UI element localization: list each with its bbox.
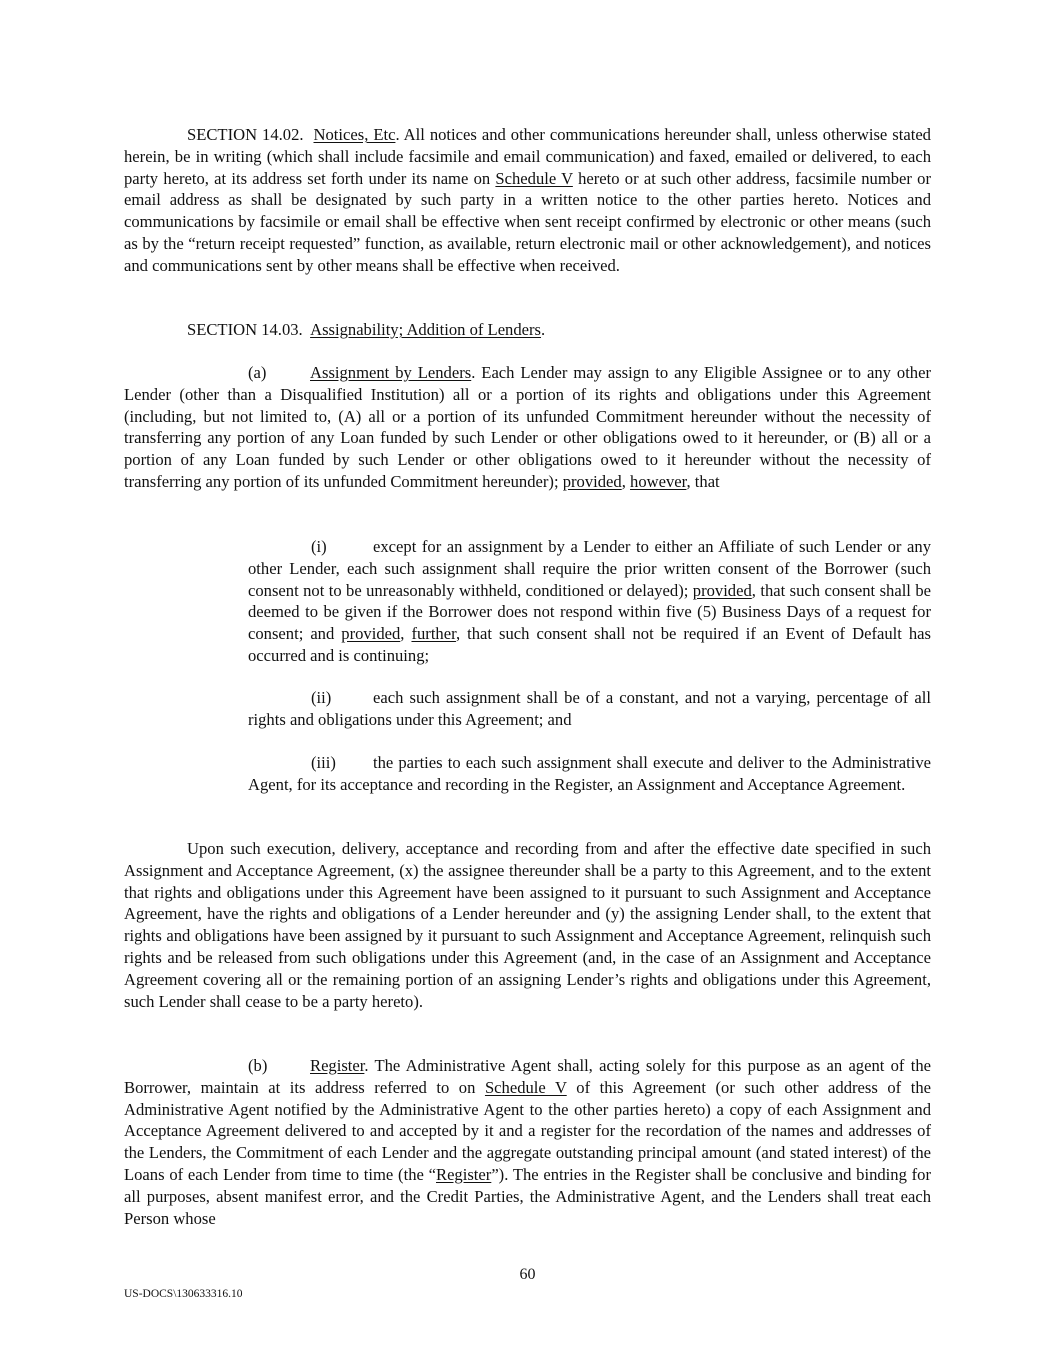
paragraph-b-label: (b) (248, 1056, 268, 1075)
section-14-03-heading-line (124, 319, 931, 341)
item-iii (248, 752, 931, 796)
paragraph-b-text-2: of this Agreement (or such other address of the Administrative Agent notified by the Administrative Agent to the other parties hereto) a copy of each Assignment and Acceptance Agreement delivered to and accepted by it and a register for the recordation of the names and addresses of the Lenders, the Commitment of each Lender and the aggregate outstanding principal amount (and stated interest) of the Loans of each Lender from time to time (the “ (124, 1077, 931, 1184)
schedule-v-reference-b: Schedule V (484, 1077, 567, 1097)
upon-execution-paragraph: Upon such execution, delivery, acceptance and recording from and after the effective date specified in such Assignment and Acceptance Agreement, (x) the assignee thereunder shall be a party to this Agreement, and to the extent that rights and obligations under this Agreement have been assigned to it pursuant to such Assignment and Acceptance Agreement, have the rights and obligations of a Lender hereunder and (y) the assigning Lender shall, to the extent that rights and obligations have been assigned by it pursuant to such Assignment and Acceptance Agreement, relinquish such rights and be released from such obligations under this Agreement (and, in the case of an Assignment and Acceptance Agreement covering all or the remaining portion of an assigning Lender’s rights and obligations under this Agreement, such Lender shall cease to be a party hereto). (124, 839, 931, 1011)
item-ii (248, 687, 931, 731)
item-i-comma: , (400, 624, 412, 644)
item-ii-label: (ii) (311, 688, 332, 707)
item-iii-label: (iii) (311, 753, 336, 772)
item-iii-text: the parties to each such assignment shall execute and deliver to the Administrative Agent, for its acceptance and recording in the Register, an Assignment and Acceptance Agreement. (248, 753, 931, 794)
section-14-02-text-2: hereto or at such other address, facsimile number or email address as shall be designated by such party in a written notice to the other parties hereto. Notices and communications by facsimile or email shall be effective when sent receipt confirmed by electronic or other means (such as by the “return receipt requested” function, as available, return electronic mail or other acknowledgement), and notices and communications sent by other means shall be effective when received. (124, 168, 931, 275)
schedule-v-reference: Schedule V (495, 168, 573, 188)
item-i-text-3: , that such consent shall not be required if an Event of Default has occurred and is continuing; (248, 624, 931, 665)
section-14-02-title: Notices, Etc (313, 125, 396, 144)
page-number: 60 (519, 1266, 536, 1283)
paragraph-a-comma: , (621, 471, 631, 491)
item-i-label: (i) (311, 537, 327, 556)
paragraph-a-text-1: . Each Lender may assign to any Eligible Assignee or to any other Lender (other than a Disqualified Institution) all or a portion of its rights and obligations under this Agreement (including, but not limited to, (A) all or a portion of its unfunded Commitment hereunder without the necessity of transferring any portion of any Loan funded by such Lender or other obligations owed to it hereunder, or (B) all or a portion of any Loan funded by such Lender or other obligations owed to it hereunder without the necessity of transferring any portion of its unfunded Commitment hereunder); (124, 363, 931, 491)
section-14-03-title: Assignability; Addition of Lenders (310, 320, 542, 339)
paragraph-a-text-2: , that (686, 471, 720, 491)
item-i-text-2: , that such consent shall be deemed to be given if the Borrower does not respond within five (5) Business Days of a request for consent; and (248, 580, 931, 644)
provided-term: provided (562, 471, 622, 491)
section-14-02-text-1: . All notices and other communications hereunder shall, unless otherwise stated herein, be in writing (which shall include facsimile and email communication) and faxed, emailed or delivered, to each party hereto, at its address set forth under its name on (124, 125, 931, 188)
however-term: however (630, 471, 687, 491)
paragraph-b-text-3: ”). The entries in the Register shall be conclusive and binding for all purposes, absent manifest error, and the Credit Parties, the Administrative Agent, and the Lenders shall treat each Person whose (124, 1164, 931, 1228)
section-14-02-heading: SECTION 14.02. (187, 125, 304, 144)
register-term: Register (436, 1164, 492, 1184)
item-i (248, 536, 931, 667)
section-14-03-heading: SECTION 14.03. (187, 320, 303, 339)
section-14-02-paragraph (124, 124, 931, 277)
provided-term-1: provided (692, 580, 752, 600)
item-i-text-1: except for an assignment by a Lender to either an Affiliate of such Lender or any other Lender, each such assignment shall require the prior written consent of the Borrower (such consent not to be unreasonably withheld, conditioned or delayed); (248, 537, 931, 600)
paragraph-a (124, 362, 931, 493)
item-ii-text: each such assignment shall be of a constant, and not a varying, percentage of all rights and obligations under this Agreement; and (248, 688, 931, 729)
further-term: further (411, 624, 456, 644)
document-id: US-DOCS\130633316.10 (124, 1288, 243, 1300)
section-14-03-period: . (541, 320, 546, 339)
paragraph-a-label: (a) (248, 363, 267, 382)
paragraph-a-title: Assignment by Lenders (310, 363, 472, 382)
paragraph-b (124, 1055, 931, 1229)
provided-term-2: provided (341, 624, 401, 644)
paragraph-b-title: Register (310, 1056, 365, 1075)
paragraph-b-text-1: . The Administrative Agent shall, acting solely for this purpose as an agent of the Borrower, maintain at its address referred to on (124, 1056, 931, 1097)
